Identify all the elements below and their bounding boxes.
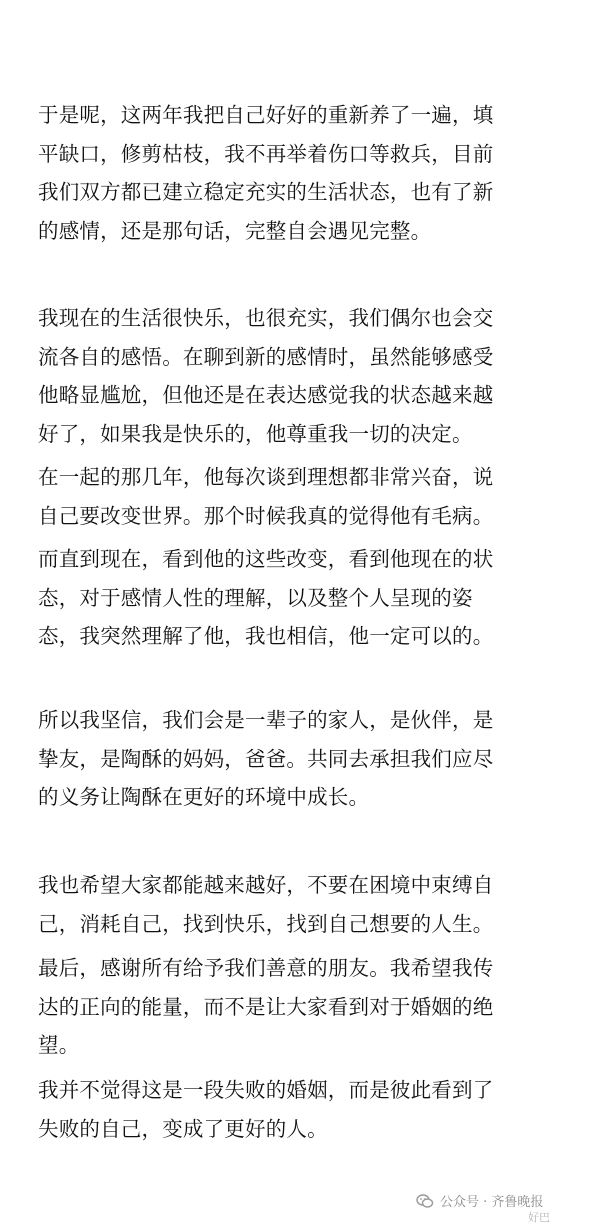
text-line: 我现在的生活很快乐，也很充实，我们偶尔也会交 <box>38 306 494 330</box>
paragraph-1 <box>38 96 578 250</box>
paragraph-6 <box>38 866 578 943</box>
text-line: 态，对于感情人性的理解，以及整个人呈现的姿 <box>38 585 473 610</box>
watermark-subtext: 好巴 <box>528 1211 550 1224</box>
text-line: 挚友，是陶酥的妈妈，爸爸。共同去承担我们应尽 <box>38 746 494 771</box>
text-line: 的义务让陶酥在更好的环境中成长。 <box>38 785 370 809</box>
text-line: 己，消耗自己，找到快乐，找到自己想要的人生。 <box>38 911 494 936</box>
text-line: 的感情，还是那句话，完整自会遇见完整。 <box>38 218 432 243</box>
text-line: 我也希望大家都能越来越好，不要在困境中束缚自 <box>38 873 494 897</box>
paragraph-7 <box>38 949 578 1065</box>
text-line: 流各自的感悟。在聊到新的感情时，虽然能够感受 <box>38 344 494 369</box>
text-line: 他略显尴尬，但他还是在表达感觉我的状态越来越 <box>38 383 494 407</box>
text-line: 最后，感谢所有给予我们善意的朋友。我希望我传 <box>38 956 494 980</box>
watermark-text: 公众号 · 齐鲁晚报 <box>440 1195 544 1210</box>
text-line: 所以我坚信，我们会是一辈子的家人，是伙伴，是 <box>38 708 494 732</box>
text-line: 平缺口，修剪枯枝，我不再举着伤口等救兵，目前 <box>38 141 494 166</box>
paragraph-5 <box>38 701 578 817</box>
text-line: 好了，如果我是快乐的，他尊重我一切的决定。 <box>38 421 473 446</box>
text-line: 我们双方都已建立稳定充实的生活状态，也有了新 <box>38 180 494 204</box>
text-line: 自己要改变世界。那个时候我真的觉得他有毛病。 <box>38 503 494 528</box>
text-line: 态，我突然理解了他，我也相信，他一定可以的。 <box>38 624 494 648</box>
paragraph-2 <box>38 299 578 453</box>
paragraph-4 <box>38 540 578 656</box>
text-line: 在一起的那几年，他每次谈到理想都非常兴奋，说 <box>38 465 494 489</box>
paragraph-8 <box>38 1071 578 1148</box>
text-line: 我并不觉得这是一段失败的婚姻，而是彼此看到了 <box>38 1078 494 1102</box>
source-watermark <box>416 1191 543 1210</box>
text-line: 达的正向的能量，而不是让大家看到对于婚姻的绝 <box>38 994 494 1019</box>
wechat-official-account-icon <box>416 1192 434 1210</box>
paragraph-3 <box>38 458 578 535</box>
text-line: 失败的自己，变成了更好的人。 <box>38 1116 328 1141</box>
text-line: 望。 <box>38 1033 80 1057</box>
text-line: 于是呢，这两年我把自己好好的重新养了一遍，填 <box>38 103 494 127</box>
text-line: 而直到现在，看到他的这些改变，看到他现在的状 <box>38 547 494 571</box>
